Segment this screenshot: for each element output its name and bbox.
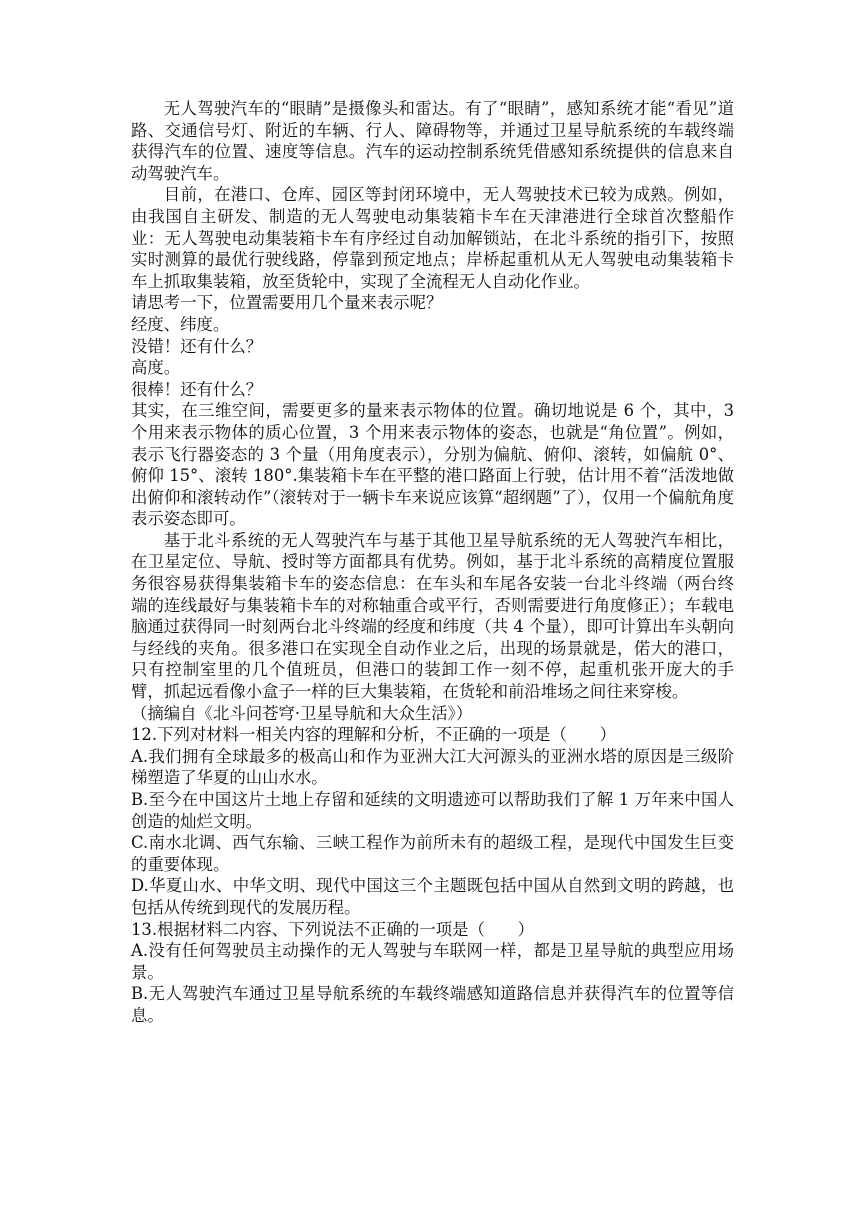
question-12-option-d: D.华夏山水、中华文明、现代中国这三个主题既包括中国从自然到文明的跨越，也包括从传统到现代的发展历程。 [131, 876, 734, 917]
dialogue-question: 请思考一下，位置需要用几个量来表示呢？ [131, 293, 443, 313]
question-13: 13.根据材料二内容、下列说法不正确的一项是（ ） [131, 919, 535, 939]
dialogue-prompt-2: 很棒！还有什么？ [131, 379, 263, 399]
dialogue-answer-2: 高度。 [131, 358, 181, 378]
paragraph-beidou-advantage: 基于北斗系统的无人驾驶汽车与基于其他卫星导航系统的无人驾驶汽车相比，在卫星定位、导航、授时等方面都具有优势。例如，基于北斗系统的高精度位置服务很容易获得集装箱卡车的姿态信息：在车头和车尾各安装一台北斗终端（两台终端的连线最好与集装箱卡车的对称轴重合或平行，否则需要进行角度修正）；车载电脑通过获得同一时刻两台北斗终端的经度和纬度（共 4 个量），即可计算出车头朝向与经线的夹角。很多港口在实现全自动作业之后，出现的场景就是，偌大的港口，只有控制室里的几个值班员，但港口的装卸工作一刻不停，起重机张开庞大的手臂，抓起远看像小盒子一样的巨大集装箱，在货轮和前沿堆场之间往来穿梭。 [131, 530, 734, 702]
paragraph-port-automation: 目前，在港口、仓库、园区等封闭环境中，无人驾驶技术已较为成熟。例如，由我国自主研发、制造的无人驾驶电动集装箱卡车在天津港进行全球首次整船作业：无人驾驶电动集装箱卡车有序经过自动加解锁站，在北斗系统的指引下，按照实时测算的最优行驶线路，停靠到预定地点；岸桥起重机从无人驾驶电动集装箱卡车上抓取集装箱，放至货轮中，实现了全流程无人自动化作业。 [131, 185, 734, 291]
question-13-option-a: A.没有任何驾驶员主动操作的无人驾驶与车联网一样，都是卫星导航的典型应用场景。 [131, 941, 734, 982]
source-citation: （摘编自《北斗问苍穹·卫星导航和大众生活》） [131, 703, 473, 723]
dialogue-answer-1: 经度、纬度。 [131, 314, 230, 334]
question-12-option-b: B.至今在中国这片土地上存留和延续的文明遗迹可以帮助我们了解 1 万年来中国人创造的灿烂文明。 [131, 790, 734, 831]
dialogue-prompt-1: 没错！还有什么？ [131, 336, 263, 356]
question-12: 12.下列对材料一相关内容的理解和分析，不正确的一项是（ ） [131, 725, 617, 745]
question-12-option-a: A.我们拥有全球最多的极高山和作为亚洲大江大河源头的亚洲水塔的原因是三级阶梯塑造了华夏的山山水水。 [131, 746, 734, 788]
paragraph-six-quantities: 其实，在三维空间，需要更多的量来表示物体的位置。确切地说是 6 个，其中，3 个用来表示物体的质心位置，3 个用来表示物体的姿态，也就是“角位置”。例如，表示飞行器姿态的 3 个量（用角度表示），分别为偏航、俯仰、滚转，如偏航 0°、俯仰 15°、滚转 180°.集装箱卡车在平整的港口路面上行驶，估计用不着“活泼地做出俯仰和滚转动作”（滚转对于一辆卡车来说应该算“超纲题”了），仅用一个偏航角度表示姿态即可。 [131, 401, 734, 529]
document-body [131, 98, 734, 1027]
paragraph-camera-radar: 无人驾驶汽车的“眼睛”是摄像头和雷达。有了“眼睛”，感知系统才能“看见”道路、交通信号灯、附近的车辆、行人、障碍物等，并通过卫星导航系统的车载终端获得汽车的位置、速度等信息。汽车的运动控制系统凭借感知系统提供的信息来自动驾驶汽车。 [131, 99, 734, 183]
question-12-option-c: C.南水北调、西气东输、三峡工程作为前所未有的超级工程，是现代中国发生巨变的重要体现。 [131, 833, 734, 874]
question-13-option-b: B.无人驾驶汽车通过卫星导航系统的车载终端感知道路信息并获得汽车的位置等信息。 [131, 984, 734, 1025]
